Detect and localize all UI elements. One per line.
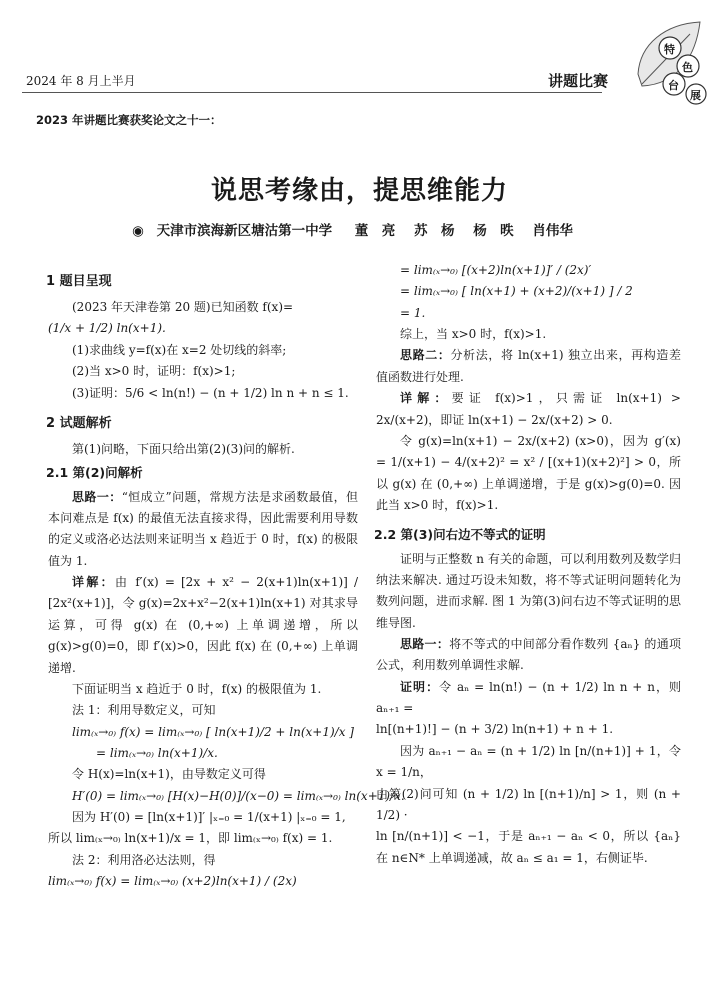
subsection-heading: 2.1 第(2)问解析 xyxy=(46,465,143,481)
paragraph: ln [n/(n+1)] < −1，于是 aₙ₊₁ − aₙ < 0，所以 {aₙ} 在 n∈N* 上单调递减，故 aₙ ≤ a₁ = 1，右侧证毕. xyxy=(376,829,681,865)
text: “恒成立”问题，常规方法是求函数最值，但本问难点是 f(x) 的最值无法直接求得，因此需要利用导数的定义或洛必达法则来证明当 x 趋近于 0 时，f(x) 的极限值为 1. xyxy=(48,489,358,568)
paragraph: 第(1)问略，下面只给出第(2)(3)问的解析. xyxy=(72,442,295,457)
badge-char-4: 展 xyxy=(690,89,701,102)
question-2: (2)当 x>0 时，证明：f(x)>1; xyxy=(72,364,236,379)
paragraph: 由第(2)问可知 (n + 1/2) ln [(n+1)/n] > 1，则 (n + 1/2) · xyxy=(376,786,681,822)
paragraph: 所以 lim₍ₓ→₀₎ ln(x+1)/x = 1，即 lim₍ₓ→₀₎ f(x) = 1. xyxy=(48,831,333,846)
paragraph xyxy=(48,487,358,572)
article-title: 说思考缘由，提思维能力 xyxy=(210,176,508,206)
right-column xyxy=(376,260,681,869)
paragraph: 令 H(x)=ln(x+1)，由导数定义可得 xyxy=(72,767,266,782)
equation: = lim₍ₓ→₀₎ ln(x+1)/x. xyxy=(96,745,218,760)
byline xyxy=(0,219,719,239)
label: 详解： xyxy=(72,575,115,590)
section-heading: 2 试题解析 xyxy=(46,415,112,431)
text: 令 aₙ = ln(n!) − (n + 1/2) ln n + n，则 aₙ₊₁ = xyxy=(376,679,681,716)
section-heading: 1 题目呈现 xyxy=(46,274,112,289)
bullet-icon: ◉ xyxy=(132,223,144,239)
left-column xyxy=(46,268,405,892)
equation: = lim₍ₓ→₀₎ [ ln(x+1) + (x+2)/(x+1) ] / 2 xyxy=(400,284,633,299)
paragraph: 令 g(x)=ln(x+1) − 2x/(x+2) (x>0)，因为 g′(x) = 1/(x+1) − 4/(x+2)² = x² / [(x+1)(x+2)²] > 0，所以 g(x) 在 (0,+∞) 上单调递增，于是 g(x)>g(0)=0. 因此当 x>0 时，f(x)>1. xyxy=(376,433,681,512)
label: 证明： xyxy=(400,679,440,694)
text: 分析法，将 ln(x+1) 独立出来，再构造差值函数进行处理. xyxy=(376,348,681,384)
paragraph: 综上，当 x>0 时，f(x)>1. xyxy=(400,327,547,342)
text: 将不等式的中间部分看作数列 {aₙ} 的通项公式，利用数列单调性求解. xyxy=(376,637,681,673)
equation: H′(0) = lim₍ₓ→₀₎ [H(x)−H(0)]/(x−0) = lim₍ₓ→₀₎ ln(x+1)/x. xyxy=(72,788,405,803)
paragraph: 下面证明当 x 趋近于 0 时，f(x) 的极限值为 1. xyxy=(72,681,322,696)
author-school: 天津市滨海新区塘沽第一中学 xyxy=(156,223,333,239)
header-divider xyxy=(22,92,602,93)
author-name: 苏 杨 xyxy=(413,223,455,239)
author-name: 杨 昳 xyxy=(473,223,514,239)
badge-char-1: 特 xyxy=(664,43,675,56)
text: 要证 f(x)>1，只需证 ln(x+1) > 2x/(x+2)，即证 ln(x+1) − 2x/(x+2) > 0. xyxy=(376,391,681,427)
text: 由 f′(x) = [2x + x² − 2(x+1)ln(x+1)] / [2x²(x+1)]，令 g(x)=2x+x²−2(x+1)ln(x+1) 对其求导运算，可得 g(x) 在 (0,+∞) 上单调递增，所以 g(x)>g(0)=0，即 f′(x)>0，因此 f(x) 在 (0,+∞) 上单调递增. xyxy=(48,575,358,675)
paragraph xyxy=(376,388,681,431)
issue-date: 2024 年 8 月上半月 xyxy=(26,74,136,88)
label: 思路一： xyxy=(400,637,450,651)
question-1: (1)求曲线 y=f(x)在 x=2 处切线的斜率; xyxy=(72,342,287,357)
equation: = lim₍ₓ→₀₎ [(x+2)ln(x+1)]′ / (2x)′ xyxy=(400,263,592,277)
series-line: 2023 年讲题比赛获奖论文之十一： xyxy=(36,113,222,127)
label: 详解： xyxy=(400,391,452,406)
paragraph: 法 1：利用导数定义，可知 xyxy=(72,703,216,718)
badge-char-2: 色 xyxy=(682,61,693,74)
equation: lim₍ₓ→₀₎ f(x) = lim₍ₓ→₀₎ [ ln(x+1)/2 + ln(x+1)/x ] xyxy=(72,724,354,739)
paragraph: 因为 aₙ₊₁ − aₙ = (n + 1/2) ln [n/(n+1)] + 1，令 x = 1/n， xyxy=(376,743,681,780)
paragraph xyxy=(48,572,358,679)
paragraph xyxy=(376,345,681,388)
author-name: 董 亮 xyxy=(354,223,396,239)
equation: lim₍ₓ→₀₎ f(x) = lim₍ₓ→₀₎ (x+2)ln(x+1) / (2x) xyxy=(48,874,297,889)
label: 思路一： xyxy=(72,489,122,504)
equation: = 1. xyxy=(400,305,426,320)
paragraph xyxy=(376,634,681,677)
label: 思路二： xyxy=(400,348,451,363)
author-name: 肖伟华 xyxy=(532,223,573,239)
paragraph: 证明与正整数 n 有关的命题，可以利用数列及数学归纳法来解决. 通过巧设未知数，将不等式证明问题转化为数列问题，进而求解. 图 1 为第(3)问右边不等式证明的思维导图. xyxy=(376,551,681,630)
section-name: 讲题比赛 xyxy=(548,72,609,90)
paragraph xyxy=(376,677,681,720)
badge-char-3: 台 xyxy=(668,79,679,92)
featured-badge xyxy=(630,14,712,112)
paragraph: ln[(n+1)!] − (n + 3/2) ln(n+1) + n + 1. xyxy=(376,722,614,737)
problem-intro: (2023 年天津卷第 20 题)已知函数 f(x)= xyxy=(72,300,294,315)
paragraph: 法 2：利用洛必达法则，得 xyxy=(72,852,216,867)
subsection-heading: 2.2 第(3)问右边不等式的证明 xyxy=(374,527,546,543)
question-3: (3)证明：5/6 < ln(n!) − (n + 1/2) ln n + n ≤ 1. xyxy=(72,385,349,400)
problem-function: (1/x + 1/2) ln(x+1). xyxy=(48,321,166,336)
paragraph: 因为 H′(0) = [ln(x+1)]′ |ₓ₌₀ = 1/(x+1) |ₓ₌₀ = 1, xyxy=(72,810,346,825)
